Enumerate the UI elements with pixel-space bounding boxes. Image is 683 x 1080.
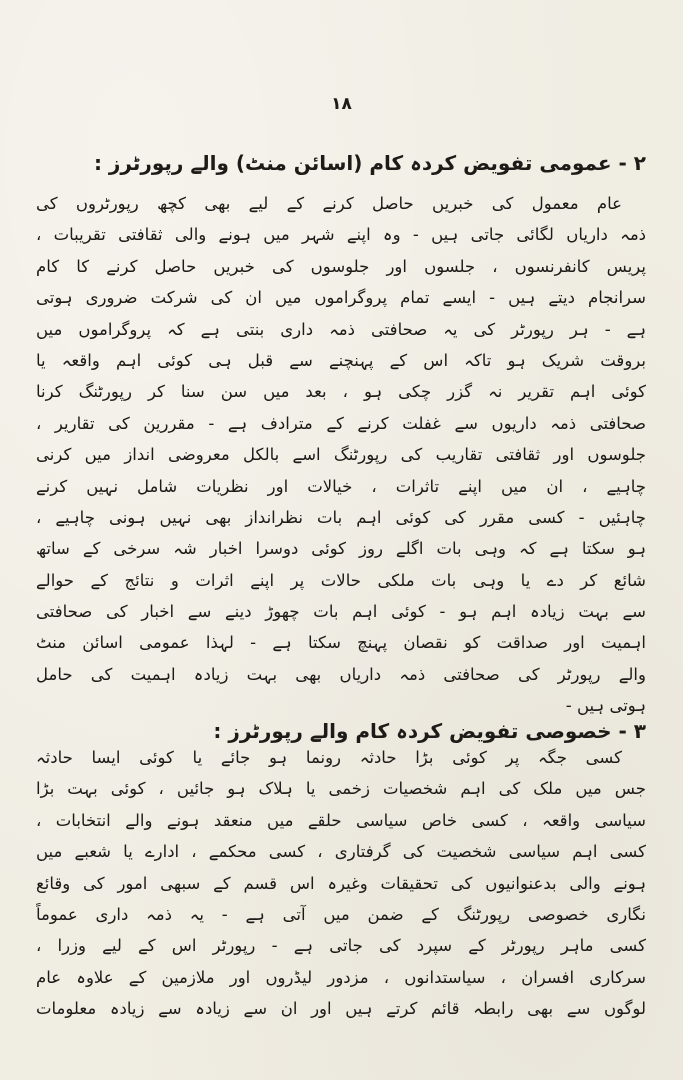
text-line: کسی ماہر رپورٹر کے سپرد کی جاتی ہے - رپورٹر اس کے لیے وزرا ، xyxy=(36,936,646,956)
section-heading-special-assignment: ۳ - خصوصی تفویض کردہ کام والے رپورٹرز : xyxy=(213,719,646,743)
text-line: ہو سکتا ہے کہ وہی بات اگلے روز کوئی دوسرا اخبار شہ سرخی کے ساتھ xyxy=(36,539,646,559)
text-line: کسی اہم سیاسی شخصیت کی گرفتاری ، کسی محکمے ، ادارے یا شعبے میں xyxy=(36,842,646,862)
text-line: جلوسوں اور ثقافتی تقاریب کی رپورٹنگ اسے بالکل معروضی انداز میں کرنی xyxy=(36,445,646,465)
text-line: نگاری خصوصی رپورٹنگ کے ضمن میں آتی ہے - یہ ذمہ داری عموماً xyxy=(36,904,646,924)
paragraph-general-assignment xyxy=(36,188,646,722)
text-line: عام معمول کی خبریں حاصل کرنے کے لیے بھی کچھ رپورٹروں کی xyxy=(36,194,622,213)
text-line: ذمہ داریاں لگائی جاتی ہیں - وہ اپنے شہر میں ہونے والی ثقافتی تقریبات ، xyxy=(36,225,646,245)
paragraph-special-assignment xyxy=(36,742,646,1025)
text-line: کسی جگہ پر کوئی بڑا حادثہ رونما ہو جائے یا کوئی ایسا حادثہ xyxy=(36,748,622,767)
text-line: بروقت شریک ہو تاکہ اس کے پہنچنے سے قبل ہی کوئی اہم واقعہ یا xyxy=(36,350,646,370)
text-line: سرکاری افسران ، سیاستدانوں ، مزدور لیڈروں اور ملازمین کے علاوہ عام xyxy=(36,967,646,987)
text-line: صحافتی ذمہ داریوں سے غفلت کرنے کے مترادف ہے - مقررین کی تقاریر ، xyxy=(36,413,646,433)
page-number: ۱۸ xyxy=(331,94,352,114)
text-line: جس میں ملک کی اہم شخصیات زخمی یا ہلاک ہو جائیں ، کوئی بہت بڑا xyxy=(36,779,646,799)
text-line: چاہیے ، ان میں اپنے تاثرات ، خیالات اور نظریات شامل نہیں کرنے xyxy=(36,476,646,496)
text-line: والے رپورٹر کی صحافتی ذمہ داریاں بھی بہت زیادہ اہمیت کی حامل xyxy=(36,664,646,684)
text-line: ہونے والی بدعنوانیوں کی تحقیقات وغیرہ اس قسم کے سبھی امور کی وقائع xyxy=(36,873,646,893)
section-heading-general-assignment: ۲ - عمومی تفویض کردہ کام (اسائن منٹ) والے رپورٹرز : xyxy=(93,151,646,175)
text-line: لوگوں سے بھی رابطہ قائم کرتے ہیں اور ان سے زیادہ سے زیادہ معلومات xyxy=(36,999,646,1019)
text-line: ہوتی ہیں - xyxy=(565,696,646,716)
text-line: شائع کر دے یا وہی بات ملکی حالات پر اپنے اثرات و نتائج کے حوالے xyxy=(36,570,646,590)
text-line: چاہئیں - کسی مقرر کی کوئی اہم بات نظرانداز بھی نہیں ہونی چاہیے ، xyxy=(36,507,646,527)
text-line: سے بہت زیادہ اہم ہو - کوئی اہم بات چھوڑ دینے سے اخبار کی صحافتی xyxy=(36,602,646,622)
text-line: کوئی اہم تقریر نہ گزر چکی ہو ، بعد میں سن سنا کر رپورٹنگ کرنا xyxy=(36,382,646,402)
text-line: سیاسی واقعہ ، کسی خاص سیاسی حلقے میں منعقد ہونے والے انتخابات ، xyxy=(36,810,646,830)
text-line: پریس کانفرنسوں ، جلسوں اور جلوسوں کی خبریں حاصل کرنے کا کام xyxy=(36,256,646,276)
text-line: ہے - ہر رپورٹر کی یہ صحافتی ذمہ داری بنتی ہے کہ پروگراموں میں xyxy=(36,319,646,339)
text-line: سرانجام دیتے ہیں - ایسے تمام پروگراموں میں ان کی شرکت ضروری ہوتی xyxy=(36,288,646,308)
text-line: اہمیت اور صداقت کو نقصان پہنچ سکتا ہے - لہذا عمومی اسائن منٹ xyxy=(36,633,646,653)
